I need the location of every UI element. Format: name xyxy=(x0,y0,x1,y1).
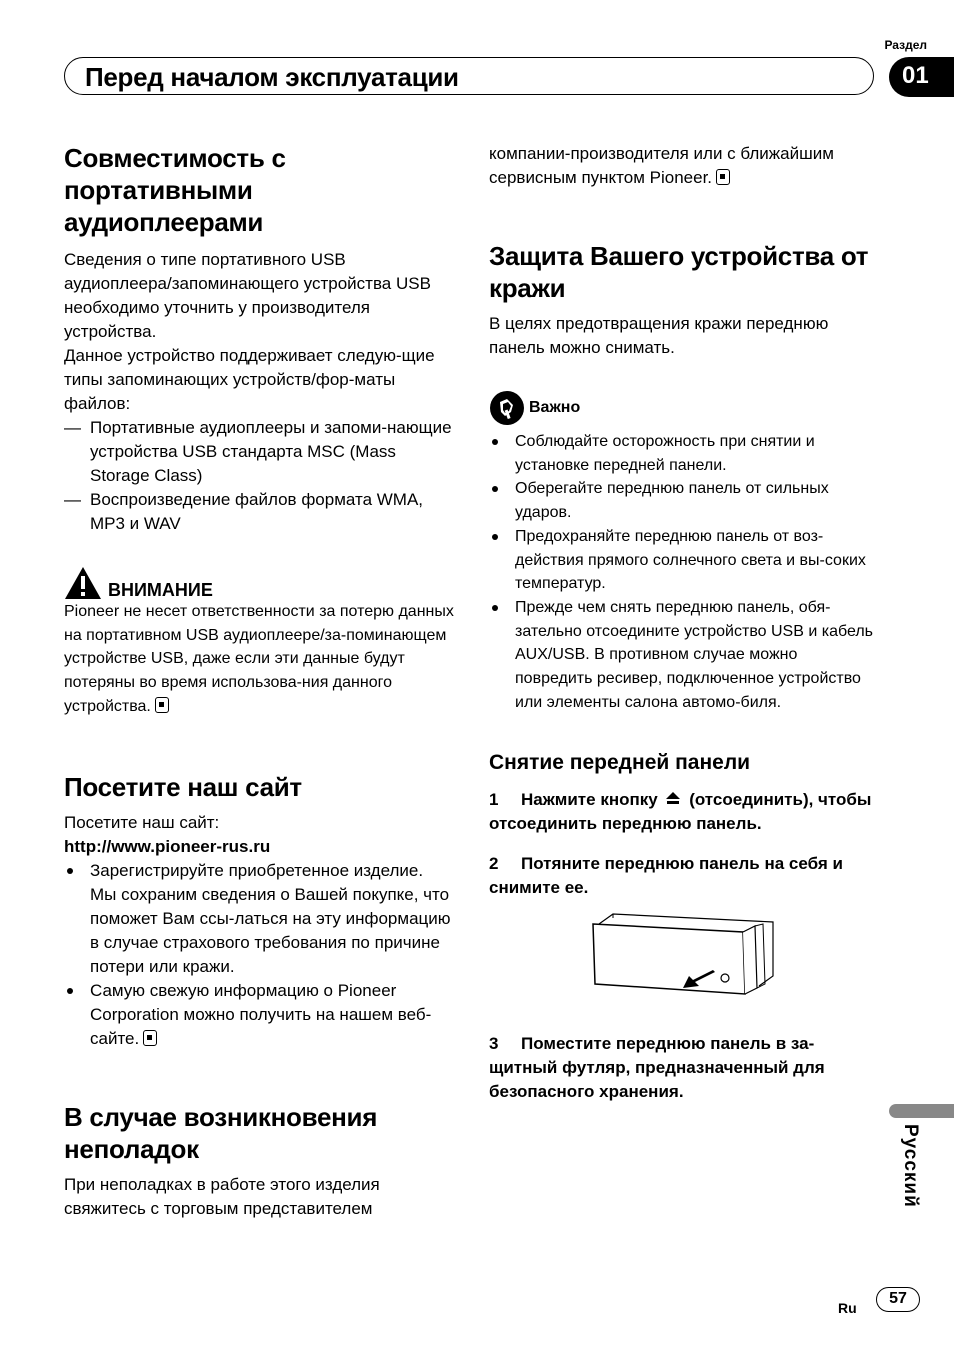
important-hand-icon xyxy=(489,390,525,426)
footer-language-code: Ru xyxy=(838,1300,857,1316)
important-header xyxy=(489,390,879,426)
site-heading: Посетите наш сайт xyxy=(64,771,302,802)
step-number: 3 xyxy=(489,1034,499,1054)
end-mark-icon xyxy=(716,169,730,185)
eject-icon xyxy=(665,791,681,806)
language-tab-bar xyxy=(889,1104,954,1118)
end-mark-icon xyxy=(143,1030,157,1046)
step-3 xyxy=(489,1032,879,1104)
chapter-title: Перед началом эксплуатации xyxy=(85,62,459,92)
step-2 xyxy=(489,852,879,900)
important-label: Важно xyxy=(529,399,581,416)
continued-text: компании-производителя или с ближайшим сервисным пунктом Pioneer. xyxy=(489,144,834,187)
step-1 xyxy=(489,788,879,836)
caution-header xyxy=(64,566,454,600)
compat-paragraph-2: Данное устройство поддерживает следую-щие типы запоминающих устройств/фор-маты файлов: xyxy=(64,346,435,413)
theft-paragraph: В целях предотвращения кражи переднюю панель можно снимать. xyxy=(489,314,829,357)
trouble-paragraph: При неполадках в работе этого изделия свяжитесь с торговым представителем xyxy=(64,1174,380,1218)
list-item: Соблюдайте осторожность при снятии и установке передней панели. xyxy=(489,430,879,477)
step-text: (отсоединить), чтобы отсоединить переднюю панель. xyxy=(489,790,872,834)
list-item: Предохраняйте переднюю панель от воз-действия прямого солнечного света и вы-соких температур. xyxy=(489,525,879,596)
list-item: — Портативные аудиоплееры и запоми-нающие устройства USB стандарта MSC (Mass Storage Class) xyxy=(64,416,454,488)
front-panel-removal-illustration xyxy=(583,912,783,1012)
list-item: Оберегайте переднюю панель от сильных ударов. xyxy=(489,477,879,524)
compat-heading: Совместимость с портативными аудиоплеерами xyxy=(64,143,286,237)
caution-text: Pioneer не несет ответственности за потерю данных на портативном USB аудиоплеере/за-поминающем устройстве USB, даже если эти данные будут потеряны во время использова-ния данного устройства. xyxy=(64,603,454,715)
site-list xyxy=(64,859,454,1051)
site-paragraph: Посетите наш сайт: xyxy=(64,812,220,832)
step-number: 1 xyxy=(489,790,499,810)
language-label: Русский xyxy=(900,1124,921,1208)
section-label: Раздел xyxy=(884,38,927,52)
trouble-heading: В случае возникновения неполадок xyxy=(64,1101,378,1164)
removal-heading: Снятие передней панели xyxy=(489,751,751,775)
step-text: Потяните переднюю панель на себя и снимите ее. xyxy=(489,854,843,898)
page-number: 57 xyxy=(876,1287,920,1312)
list-item-text: Самую свежую информацию о Pioneer Corporation можно получить на нашем веб-сайте. xyxy=(90,980,432,1048)
list-item: Прежде чем снять переднюю панель, обя-зательно отсоедините устройство USB и кабель AUX/USB. В противном случае можно повредить ресивер, подключенное устройство или элементы салона автомо-биля. xyxy=(489,596,879,715)
step-text: Нажмите кнопку xyxy=(521,790,658,810)
theft-heading: Защита Вашего устройства от кражи xyxy=(489,241,869,303)
caution-label: ВНИМАНИЕ xyxy=(108,580,213,600)
list-item: — Воспроизведение файлов формата WMA, MP3 и WAV xyxy=(64,488,454,536)
list-item: Зарегистрируйте приобретенное изделие. Мы сохраним сведения о Вашей покупке, что поможет Вам ссы-латься на эту информацию в случае страхового требования по причине потери или кражи. xyxy=(64,859,454,979)
end-mark-icon xyxy=(155,697,169,713)
continued-paragraph xyxy=(489,142,879,190)
right-column xyxy=(489,142,879,1104)
step-text: Поместите переднюю панель в за-щитный футляр, предназначенный для безопасного хранения. xyxy=(489,1034,825,1102)
step-number: 2 xyxy=(489,854,499,874)
important-list xyxy=(489,430,879,714)
left-column xyxy=(64,142,454,1221)
site-url-link[interactable]: http://www.pioneer-rus.ru xyxy=(64,836,271,856)
caution-body xyxy=(64,600,454,719)
section-number-badge: 01 xyxy=(889,57,954,97)
list-item xyxy=(64,979,454,1051)
warning-icon xyxy=(64,566,102,600)
compat-list xyxy=(64,416,454,536)
compat-paragraph-1: Сведения о типе портативного USB аудиоплеера/запоминающего устройства USB необходимо уточнить у производителя устройства. xyxy=(64,250,431,341)
chapter-header xyxy=(64,57,874,95)
